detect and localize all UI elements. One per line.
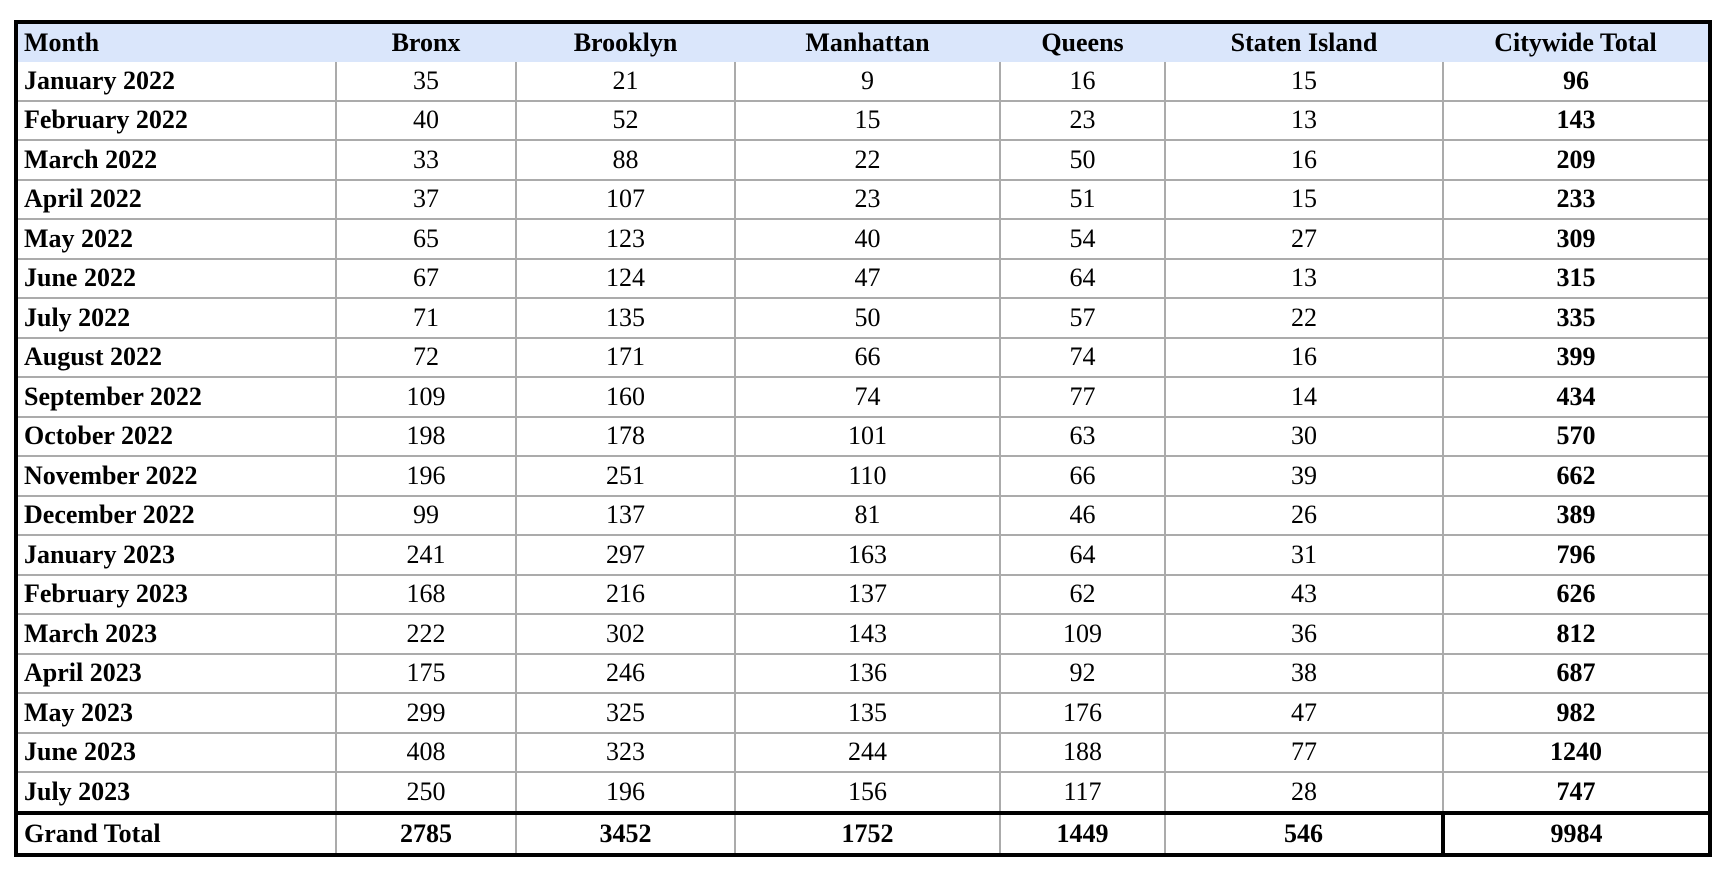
bronx-cell: 71 [336, 298, 516, 338]
table-row [16, 417, 1710, 457]
manhattan-cell: 74 [735, 377, 1000, 417]
brooklyn-cell: 196 [516, 772, 735, 813]
queens-cell: 23 [1000, 101, 1165, 141]
brooklyn-cell: 178 [516, 417, 735, 457]
citywide-total-cell: 209 [1443, 140, 1710, 180]
header-citywide-total: Citywide Total [1443, 22, 1710, 62]
staten-island-cell: 31 [1165, 535, 1443, 575]
header-staten-island: Staten Island [1165, 22, 1443, 62]
bronx-cell: 33 [336, 140, 516, 180]
citywide-total-cell: 389 [1443, 496, 1710, 536]
citywide-total-cell: 309 [1443, 219, 1710, 259]
bronx-cell: 198 [336, 417, 516, 457]
staten-island-cell: 14 [1165, 377, 1443, 417]
table-row [16, 733, 1710, 773]
citywide-total-cell: 687 [1443, 654, 1710, 694]
citywide-total-cell: 143 [1443, 101, 1710, 141]
month-cell: July 2023 [16, 772, 336, 813]
queens-cell: 57 [1000, 298, 1165, 338]
manhattan-cell: 143 [735, 614, 1000, 654]
manhattan-cell: 40 [735, 219, 1000, 259]
manhattan-cell: 156 [735, 772, 1000, 813]
queens-cell: 117 [1000, 772, 1165, 813]
brooklyn-cell: 216 [516, 575, 735, 615]
manhattan-cell: 22 [735, 140, 1000, 180]
bronx-cell: 67 [336, 259, 516, 299]
citywide-total-cell: 96 [1443, 62, 1710, 101]
brooklyn-cell: 160 [516, 377, 735, 417]
brooklyn-cell: 123 [516, 219, 735, 259]
manhattan-cell: 135 [735, 693, 1000, 733]
month-cell: November 2022 [16, 456, 336, 496]
manhattan-cell: 15 [735, 101, 1000, 141]
queens-cell: 77 [1000, 377, 1165, 417]
queens-cell: 92 [1000, 654, 1165, 694]
citywide-total-cell: 399 [1443, 338, 1710, 378]
grand-total-row [16, 813, 1710, 855]
queens-cell: 62 [1000, 575, 1165, 615]
citywide-total-cell: 434 [1443, 377, 1710, 417]
brooklyn-cell: 21 [516, 62, 735, 101]
grand-total-bronx: 2785 [336, 813, 516, 855]
brooklyn-cell: 171 [516, 338, 735, 378]
bronx-cell: 40 [336, 101, 516, 141]
header-row [16, 22, 1710, 62]
bronx-cell: 65 [336, 219, 516, 259]
staten-island-cell: 15 [1165, 62, 1443, 101]
table-row [16, 575, 1710, 615]
table-row [16, 535, 1710, 575]
staten-island-cell: 13 [1165, 259, 1443, 299]
month-cell: August 2022 [16, 338, 336, 378]
staten-island-cell: 77 [1165, 733, 1443, 773]
month-cell: March 2023 [16, 614, 336, 654]
citywide-total-cell: 747 [1443, 772, 1710, 813]
table-row [16, 140, 1710, 180]
table-row [16, 62, 1710, 101]
queens-cell: 64 [1000, 259, 1165, 299]
staten-island-cell: 30 [1165, 417, 1443, 457]
queens-cell: 16 [1000, 62, 1165, 101]
queens-cell: 109 [1000, 614, 1165, 654]
bronx-cell: 241 [336, 535, 516, 575]
month-cell: June 2022 [16, 259, 336, 299]
staten-island-cell: 38 [1165, 654, 1443, 694]
brooklyn-cell: 323 [516, 733, 735, 773]
citywide-total-cell: 570 [1443, 417, 1710, 457]
table-row [16, 338, 1710, 378]
month-cell: January 2023 [16, 535, 336, 575]
brooklyn-cell: 88 [516, 140, 735, 180]
table-row [16, 654, 1710, 694]
manhattan-cell: 81 [735, 496, 1000, 536]
month-cell: January 2022 [16, 62, 336, 101]
grand-total-staten-island: 546 [1165, 813, 1443, 855]
citywide-total-cell: 335 [1443, 298, 1710, 338]
bronx-cell: 408 [336, 733, 516, 773]
manhattan-cell: 163 [735, 535, 1000, 575]
bronx-cell: 250 [336, 772, 516, 813]
queens-cell: 64 [1000, 535, 1165, 575]
queens-cell: 50 [1000, 140, 1165, 180]
staten-island-cell: 28 [1165, 772, 1443, 813]
header-month: Month [16, 22, 336, 62]
brooklyn-cell: 246 [516, 654, 735, 694]
table-row [16, 180, 1710, 220]
brooklyn-cell: 325 [516, 693, 735, 733]
staten-island-cell: 36 [1165, 614, 1443, 654]
grand-total-manhattan: 1752 [735, 813, 1000, 855]
table-row [16, 614, 1710, 654]
citywide-total-cell: 982 [1443, 693, 1710, 733]
manhattan-cell: 136 [735, 654, 1000, 694]
header-manhattan: Manhattan [735, 22, 1000, 62]
manhattan-cell: 23 [735, 180, 1000, 220]
brooklyn-cell: 297 [516, 535, 735, 575]
staten-island-cell: 39 [1165, 456, 1443, 496]
table-row [16, 298, 1710, 338]
month-cell: May 2022 [16, 219, 336, 259]
queens-cell: 66 [1000, 456, 1165, 496]
bronx-cell: 109 [336, 377, 516, 417]
brooklyn-cell: 124 [516, 259, 735, 299]
grand-total-queens: 1449 [1000, 813, 1165, 855]
table-row [16, 219, 1710, 259]
citywide-total-cell: 233 [1443, 180, 1710, 220]
bronx-cell: 37 [336, 180, 516, 220]
month-cell: December 2022 [16, 496, 336, 536]
queens-cell: 46 [1000, 496, 1165, 536]
staten-island-cell: 13 [1165, 101, 1443, 141]
staten-island-cell: 43 [1165, 575, 1443, 615]
header-bronx: Bronx [336, 22, 516, 62]
table-row [16, 259, 1710, 299]
bronx-cell: 72 [336, 338, 516, 378]
citywide-total-cell: 626 [1443, 575, 1710, 615]
bronx-cell: 222 [336, 614, 516, 654]
month-cell: May 2023 [16, 693, 336, 733]
table-row [16, 101, 1710, 141]
bronx-cell: 35 [336, 62, 516, 101]
staten-island-cell: 22 [1165, 298, 1443, 338]
borough-monthly-table [14, 20, 1712, 857]
month-cell: February 2023 [16, 575, 336, 615]
queens-cell: 74 [1000, 338, 1165, 378]
manhattan-cell: 101 [735, 417, 1000, 457]
manhattan-cell: 9 [735, 62, 1000, 101]
brooklyn-cell: 251 [516, 456, 735, 496]
staten-island-cell: 27 [1165, 219, 1443, 259]
manhattan-cell: 66 [735, 338, 1000, 378]
queens-cell: 188 [1000, 733, 1165, 773]
citywide-total-cell: 662 [1443, 456, 1710, 496]
manhattan-cell: 137 [735, 575, 1000, 615]
month-cell: March 2022 [16, 140, 336, 180]
staten-island-cell: 16 [1165, 338, 1443, 378]
queens-cell: 54 [1000, 219, 1165, 259]
grand-total-brooklyn: 3452 [516, 813, 735, 855]
citywide-total-cell: 1240 [1443, 733, 1710, 773]
table-row [16, 496, 1710, 536]
queens-cell: 51 [1000, 180, 1165, 220]
citywide-total-cell: 796 [1443, 535, 1710, 575]
bronx-cell: 196 [336, 456, 516, 496]
grand-total-label: Grand Total [16, 813, 336, 855]
header-brooklyn: Brooklyn [516, 22, 735, 62]
staten-island-cell: 26 [1165, 496, 1443, 536]
table-row [16, 772, 1710, 813]
bronx-cell: 99 [336, 496, 516, 536]
month-cell: October 2022 [16, 417, 336, 457]
brooklyn-cell: 135 [516, 298, 735, 338]
month-cell: July 2022 [16, 298, 336, 338]
brooklyn-cell: 52 [516, 101, 735, 141]
month-cell: September 2022 [16, 377, 336, 417]
brooklyn-cell: 302 [516, 614, 735, 654]
borough-monthly-table-container [14, 20, 1708, 857]
manhattan-cell: 244 [735, 733, 1000, 773]
citywide-total-cell: 315 [1443, 259, 1710, 299]
table-row [16, 456, 1710, 496]
queens-cell: 176 [1000, 693, 1165, 733]
brooklyn-cell: 107 [516, 180, 735, 220]
manhattan-cell: 110 [735, 456, 1000, 496]
manhattan-cell: 47 [735, 259, 1000, 299]
table-row [16, 377, 1710, 417]
header-queens: Queens [1000, 22, 1165, 62]
brooklyn-cell: 137 [516, 496, 735, 536]
month-cell: April 2023 [16, 654, 336, 694]
month-cell: February 2022 [16, 101, 336, 141]
bronx-cell: 168 [336, 575, 516, 615]
manhattan-cell: 50 [735, 298, 1000, 338]
table-row [16, 693, 1710, 733]
grand-total-citywide: 9984 [1443, 813, 1710, 855]
staten-island-cell: 47 [1165, 693, 1443, 733]
bronx-cell: 175 [336, 654, 516, 694]
citywide-total-cell: 812 [1443, 614, 1710, 654]
staten-island-cell: 16 [1165, 140, 1443, 180]
staten-island-cell: 15 [1165, 180, 1443, 220]
month-cell: June 2023 [16, 733, 336, 773]
queens-cell: 63 [1000, 417, 1165, 457]
bronx-cell: 299 [336, 693, 516, 733]
month-cell: April 2022 [16, 180, 336, 220]
